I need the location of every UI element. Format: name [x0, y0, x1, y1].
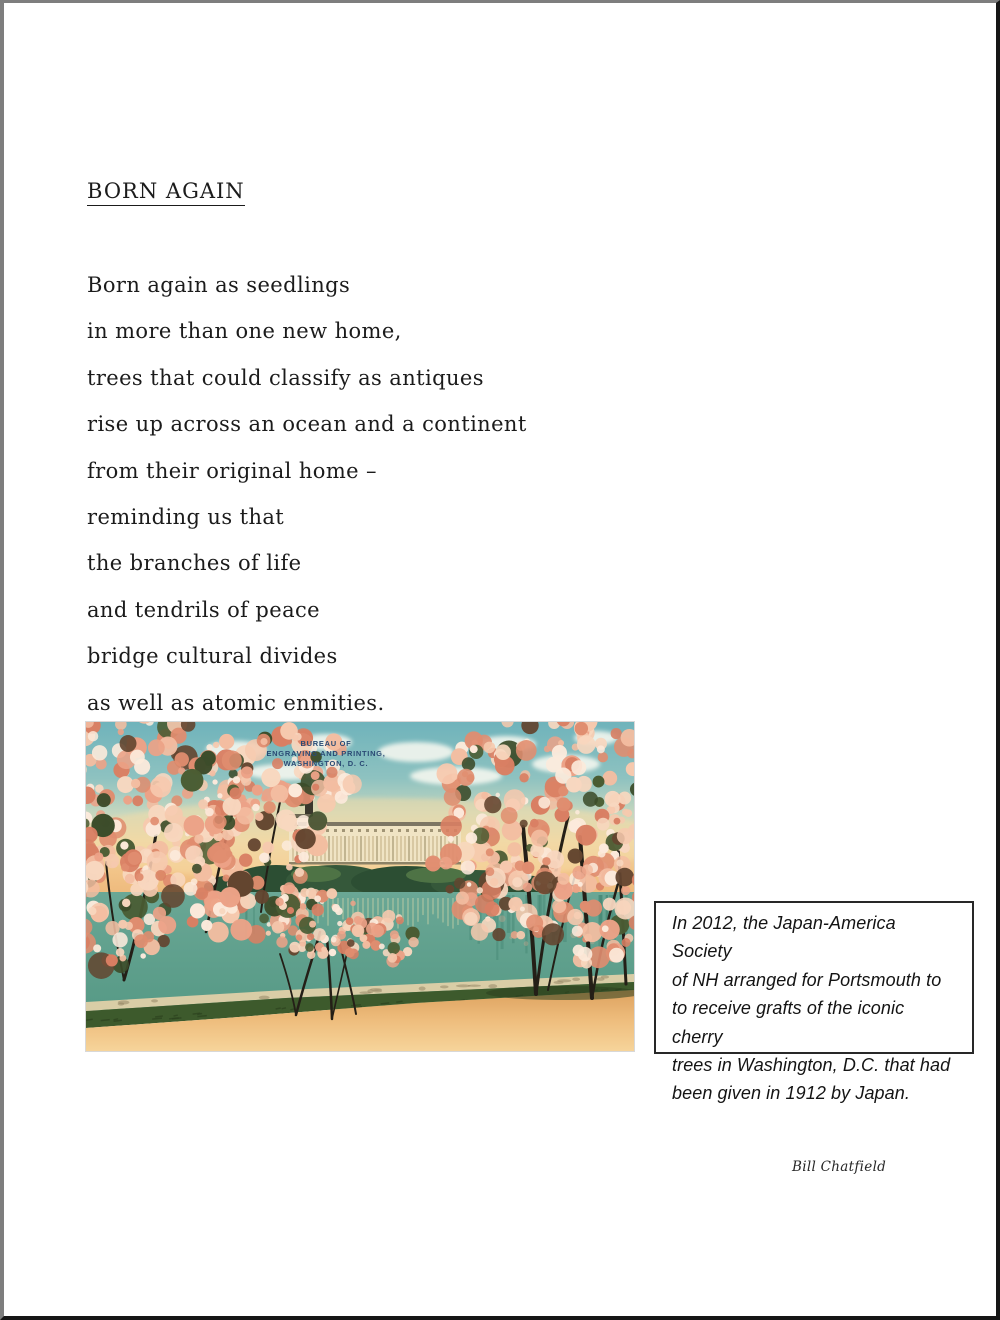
- postcard-caption-line: BUREAU OF: [300, 739, 352, 748]
- poem-title: BORN AGAIN: [87, 179, 245, 206]
- poem-line: in more than one new home,: [87, 319, 402, 344]
- postcard-caption-line: ENGRAVING AND PRINTING,: [266, 749, 386, 758]
- note-line: been given in 1912 by Japan.: [672, 1083, 910, 1104]
- note-line: In 2012, the Japan-America Society: [672, 913, 896, 962]
- poem-line: Born again as seedlings: [87, 273, 351, 297]
- poem-line: the branches of life: [87, 551, 302, 576]
- poem-line: bridge cultural divides: [87, 644, 338, 669]
- poem-line: trees that could classify as antiques: [87, 365, 484, 390]
- author-signature: Bill Chatfield: [792, 1159, 887, 1175]
- postcard-caption-line: WASHINGTON, D. C.: [283, 759, 369, 768]
- postcard-image: [86, 722, 634, 1051]
- poem: [87, 262, 627, 726]
- poem-line: reminding us that: [87, 505, 285, 530]
- note-box: [654, 901, 974, 1104]
- note-line: to receive grafts of the iconic cherry: [672, 998, 905, 1047]
- note-line: of NH arranged for Portsmouth to: [672, 969, 942, 990]
- postcard-illustration: [86, 722, 634, 1051]
- note-line: trees in Washington, D.C. that had: [672, 1055, 951, 1076]
- poem-line: rise up across an ocean and a continent: [87, 412, 527, 437]
- poem-line: and tendrils of peace: [87, 597, 320, 622]
- poem-line: as well as atomic enmities.: [87, 690, 385, 715]
- poem-line: from their original home –: [87, 458, 377, 483]
